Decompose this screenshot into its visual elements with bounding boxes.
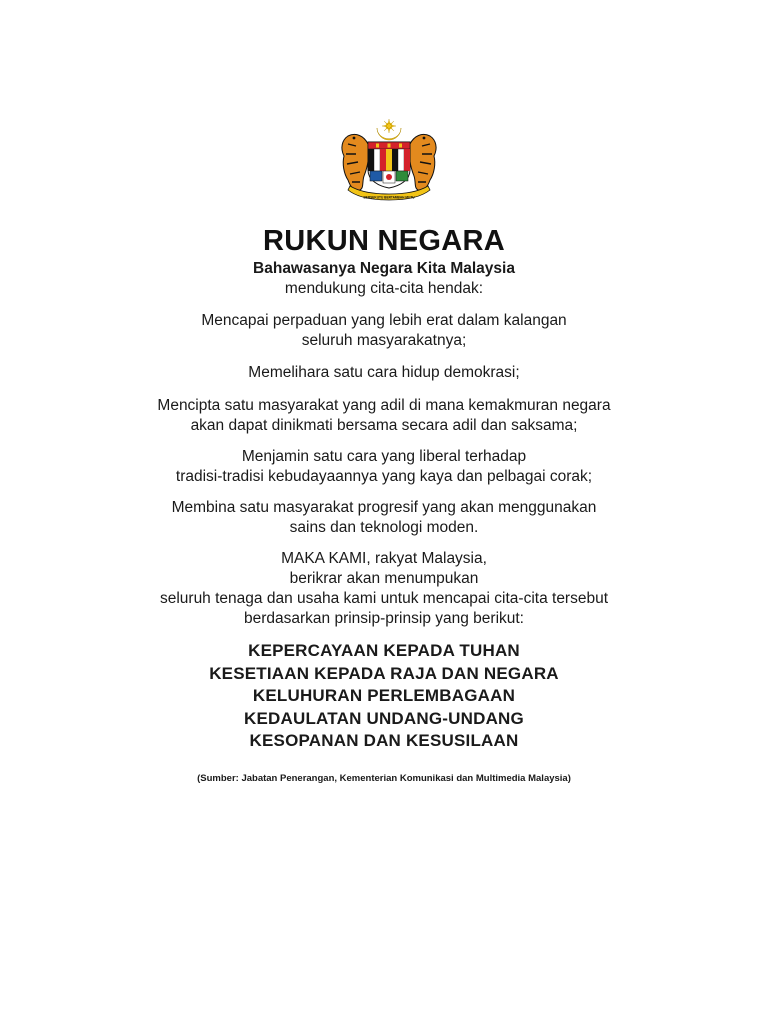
document-intro: mendukung cita-cita hendak: — [284, 280, 484, 297]
paragraph-line: seluruh tenaga dan usaha kami untuk mencapai cita-cita tersebut — [159, 590, 609, 607]
paragraph-demokrasi — [0, 363, 768, 383]
principle-item: KESOPANAN DAN KESUSILAAN — [249, 731, 519, 750]
paragraph-line: Mencapai perpaduan yang lebih erat dalam kalangan — [201, 312, 567, 329]
paragraph-ikrar — [0, 549, 768, 629]
document-title: RUKUN NEGARA — [262, 225, 506, 257]
coat-of-arms-emblem — [334, 118, 444, 202]
principle-item: KEDAULATAN UNDANG-UNDANG — [244, 708, 524, 728]
paragraph-line: akan dapat dinikmati bersama secara adil dan saksama; — [190, 417, 578, 434]
motto-text: BERSEKUTU BERTAMBAH MUTU — [363, 195, 415, 200]
paragraph-line: seluruh masyarakatnya; — [301, 332, 467, 349]
paragraph-line: sains dan teknologi moden. — [289, 519, 479, 536]
shield-icon — [368, 142, 410, 188]
paragraph-line: Menjamin satu cara yang liberal terhadap — [241, 448, 527, 465]
source-citation: (Sumber: Jabatan Penerangan, Kementerian Komunikasi dan Multimedia Malaysia) — [197, 773, 571, 784]
principle-item: KEPERCAYAAN KEPADA TUHAN — [248, 641, 520, 660]
principles-list — [0, 640, 768, 753]
principle-item: KESETIAAN KEPADA RAJA DAN NEGARA — [209, 663, 559, 683]
paragraph-line: Memelihara satu cara hidup demokrasi; — [248, 364, 520, 381]
paragraph-perpaduan — [0, 311, 768, 351]
paragraph-line: MAKA KAMI, rakyat Malaysia, — [281, 550, 487, 567]
paragraph-line: berdasarkan prinsip-prinsip yang berikut: — [243, 610, 524, 627]
paragraph-line: Membina satu masyarakat progresif yang akan menggunakan — [171, 499, 597, 516]
paragraph-liberal — [0, 447, 768, 487]
document-subtitle: Bahawasanya Negara Kita Malaysia — [253, 260, 515, 277]
paragraph-line: berikrar akan menumpukan — [289, 570, 479, 587]
star-icon — [382, 119, 396, 133]
principle-item: KELUHURAN PERLEMBAGAAN — [252, 686, 516, 705]
paragraph-line: tradisi-tradisi kebudayaannya yang kaya dan pelbagai corak; — [175, 468, 593, 485]
paragraph-progresif — [0, 498, 768, 538]
right-tiger-icon — [409, 134, 436, 190]
paragraph-masyarakat-adil — [0, 396, 768, 436]
left-tiger-icon — [342, 134, 369, 190]
paragraph-line: Mencipta satu masyarakat yang adil di mana kemakmuran negara — [157, 397, 611, 414]
